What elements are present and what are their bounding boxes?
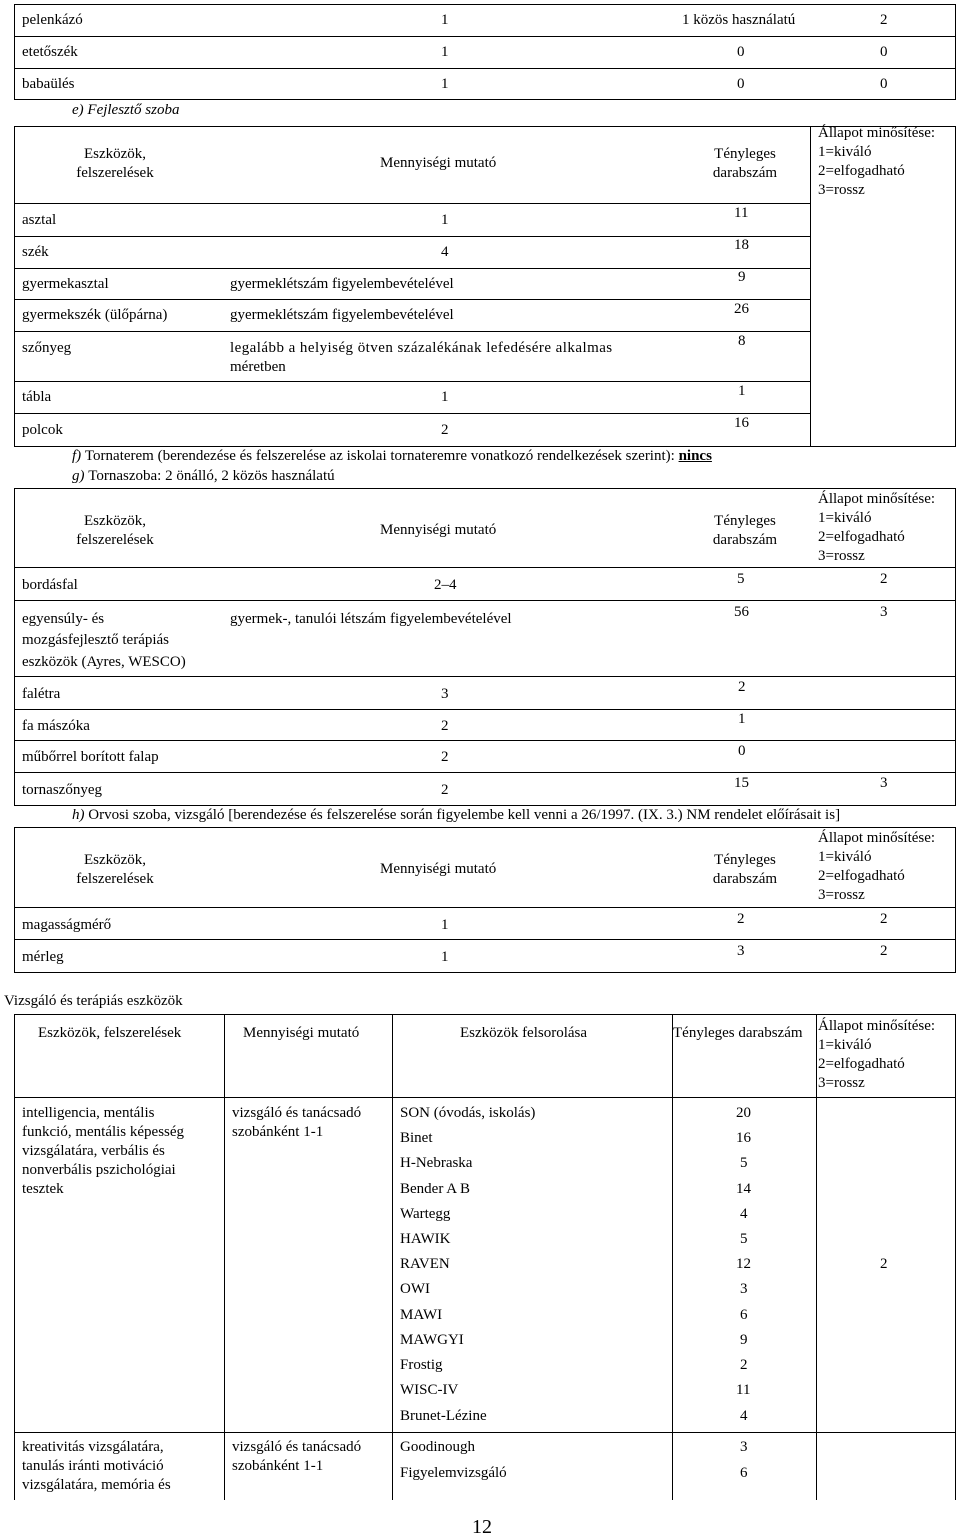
section-e-title: e) Fejlesztő szoba <box>72 102 180 118</box>
list-item-count: 6 <box>740 1307 748 1323</box>
section-h-line <box>72 806 840 825</box>
table-row-name: polcok <box>22 422 63 438</box>
table-row-qty: 1 <box>441 212 449 228</box>
col-header-tenyleges: Tényleges <box>714 146 776 162</box>
table-row-qty: 1 <box>441 76 449 92</box>
table-row-name: eszközök (Ayres, WESCO) <box>22 654 186 670</box>
table-row-name: szőnyeg <box>22 340 72 356</box>
list-item-count: 3 <box>740 1281 748 1297</box>
vizsgalo-header-col4: Tényleges darabszám <box>673 1025 803 1041</box>
list-item-count: 4 <box>740 1206 748 1222</box>
table-row-qty: 2 <box>441 422 449 438</box>
table-row-name: szék <box>22 244 49 260</box>
group-name: tesztek <box>22 1181 64 1197</box>
page-number: 12 <box>472 1516 492 1538</box>
section-h-label: h) <box>72 807 89 823</box>
list-item-name: SON (óvodás, iskolás) <box>400 1105 536 1121</box>
table-row-qty: 2 <box>441 782 449 798</box>
table-row-qty: 2–4 <box>434 577 457 593</box>
col-header-allapot: 3=rossz <box>818 182 865 198</box>
col-header-allapot: 2=elfogadható <box>818 529 905 545</box>
col-header-eszkozok: Eszközök, <box>83 852 147 868</box>
table-row-actual: 3 <box>737 943 745 959</box>
table-row-actual: 11 <box>734 205 749 221</box>
table-row-name: gyermekszék (ülőpárna) <box>22 307 168 323</box>
table-row-state: 3 <box>880 775 888 791</box>
col-header-mennyisegi: Mennyiségi mutató <box>380 155 497 171</box>
table-row-name: babaülés <box>22 76 75 92</box>
section-f-value: nincs <box>678 448 712 464</box>
list-item-count: 11 <box>736 1382 751 1398</box>
col-header-allapot: 2=elfogadható <box>818 163 905 179</box>
vizsgalo-header-col1: Eszközök, felszerelések <box>38 1025 182 1041</box>
col-header-mennyisegi: Mennyiségi mutató <box>380 861 497 877</box>
table-row-qty: gyermek-, tanulói létszám figyelembevételével <box>230 611 512 627</box>
group-name: vizsgálatára, memória és <box>22 1477 171 1493</box>
col-header-allapot: Állapot minősítése: <box>818 125 936 141</box>
table-row-qty: 1 <box>441 12 449 28</box>
section-h-text: Orvosi szoba, vizsgáló [berendezése és felszerelése során figyelembe kell venni a 26/1997. (IX. 3.) NM rendelet előírásait is] <box>88 807 841 823</box>
vizsgalo-title: Vizsgáló és terápiás eszközök <box>4 993 183 1009</box>
table-row-name: pelenkázó <box>22 12 83 28</box>
table-row-state: 2 <box>880 943 888 959</box>
col-header-allapot: 1=kiváló <box>818 849 872 865</box>
table-row-actual: 56 <box>734 604 749 620</box>
col-header-allapot: 2=elfogadható <box>818 1056 905 1072</box>
list-item-count: 5 <box>740 1231 748 1247</box>
list-item-count: 5 <box>740 1155 748 1171</box>
table-row-actual: 9 <box>738 269 746 285</box>
table-row-actual: 5 <box>737 571 745 587</box>
group-name: nonverbális pszichológiai <box>22 1162 176 1178</box>
section-f-label: f) <box>72 448 85 464</box>
table-row-name: mozgásfejlesztő terápiás <box>22 632 170 648</box>
list-item-name: Bender A B <box>400 1181 470 1197</box>
table-row-actual: 18 <box>734 237 749 253</box>
table-row-state: 2 <box>880 12 888 28</box>
table-row-actual: 0 <box>738 743 746 759</box>
table-row-actual: 16 <box>734 415 749 431</box>
list-item-name: OWI <box>400 1281 430 1297</box>
list-item-name: Frostig <box>400 1357 443 1373</box>
list-item-count: 16 <box>736 1130 751 1146</box>
list-item-count: 4 <box>740 1408 748 1424</box>
group-qty: vizsgáló és tanácsadó <box>232 1105 362 1121</box>
section-f-line <box>72 447 712 466</box>
table-row-name: műbőrrel borított falap <box>22 749 159 765</box>
vizsgalo-header-col2: Mennyiségi mutató <box>243 1025 360 1041</box>
list-item-count: 9 <box>740 1332 748 1348</box>
table-row-state: 0 <box>880 76 888 92</box>
table-row-state: 2 <box>880 911 888 927</box>
list-item-count: 2 <box>740 1357 748 1373</box>
group-qty: szobánként 1-1 <box>232 1124 324 1140</box>
table-row-name: gyermekasztal <box>22 276 109 292</box>
col-header-tenyleges: darabszám <box>712 165 778 181</box>
table-row-state: 0 <box>880 44 888 60</box>
table-row-name: etetőszék <box>22 44 78 60</box>
list-item-name: HAWIK <box>400 1231 451 1247</box>
table-row-actual: 1 <box>738 383 746 399</box>
table-row-name: asztal <box>22 212 57 228</box>
table-row-qty: 4 <box>441 244 449 260</box>
section-g-label: g) <box>72 468 89 484</box>
table-row-qty: 1 <box>441 949 449 965</box>
table-row-qty: legalább a helyiség ötven százalékának lefedésére alkalmas <box>230 340 613 356</box>
list-item-name: H-Nebraska <box>400 1155 473 1171</box>
table-row-name: falétra <box>22 686 61 702</box>
list-item-name: MAWI <box>400 1307 443 1323</box>
col-header-mennyisegi: Mennyiségi mutató <box>380 522 497 538</box>
table-row-actual: 1 <box>738 711 746 727</box>
table-row-actual: 15 <box>734 775 749 791</box>
table-row-qty: 1 <box>441 917 449 933</box>
list-item-name: MAWGYI <box>400 1332 464 1348</box>
list-item-name: Figyelemvizsgáló <box>400 1465 507 1481</box>
group-name: intelligencia, mentális <box>22 1105 155 1121</box>
section-g-line <box>72 467 335 486</box>
table-row-name: mérleg <box>22 949 64 965</box>
list-item-count: 12 <box>736 1256 751 1272</box>
list-item-name: Brunet-Lézine <box>400 1408 487 1424</box>
table-row-qty: méretben <box>230 359 286 375</box>
col-header-tenyleges: darabszám <box>712 871 778 887</box>
col-header-allapot: 3=rossz <box>818 887 865 903</box>
section-g-text: Tornaszoba: 2 önálló, 2 közös használatú <box>88 468 335 484</box>
group-state: 2 <box>880 1256 888 1272</box>
group-name: funkció, mentális képesség <box>22 1124 185 1140</box>
table-row-qty: gyermeklétszám figyelembevételével <box>230 307 454 323</box>
list-item-name: Binet <box>400 1130 433 1146</box>
col-header-allapot: 3=rossz <box>818 1075 865 1091</box>
group-qty: szobánként 1-1 <box>232 1458 324 1474</box>
col-header-eszkozok: felszerelések <box>76 165 154 181</box>
col-header-allapot: 3=rossz <box>818 548 865 564</box>
list-item-name: RAVEN <box>400 1256 450 1272</box>
table-row-name: tábla <box>22 389 52 405</box>
table-row-qty: 2 <box>441 718 449 734</box>
table-row-actual: 0 <box>737 44 745 60</box>
vizsgalo-header-col3: Eszközök felsorolása <box>460 1025 588 1041</box>
table-row-state: 2 <box>880 571 888 587</box>
table-row-qty: 1 <box>441 44 449 60</box>
col-header-allapot: 2=elfogadható <box>818 868 905 884</box>
table-row-qty: 3 <box>441 686 449 702</box>
table-row-actual: 0 <box>737 76 745 92</box>
table-row-name: magasságmérő <box>22 917 112 933</box>
group-qty: vizsgáló és tanácsadó <box>232 1439 362 1455</box>
col-header-eszkozok: felszerelések <box>76 532 154 548</box>
table-row-actual: 8 <box>738 333 746 349</box>
list-item-name: Goodinough <box>400 1439 475 1455</box>
table-row-actual: 1 közös használatú <box>682 12 796 28</box>
col-header-tenyleges: Tényleges <box>714 852 776 868</box>
table-row-name: egyensúly- és <box>22 611 105 627</box>
col-header-eszkozok: felszerelések <box>76 871 154 887</box>
table-row-qty: 1 <box>441 389 449 405</box>
col-header-tenyleges: darabszám <box>712 532 778 548</box>
table-row-actual: 26 <box>734 301 749 317</box>
table-row-name: bordásfal <box>22 577 78 593</box>
col-header-allapot: 1=kiváló <box>818 510 872 526</box>
list-item-count: 14 <box>736 1181 751 1197</box>
list-item-name: Wartegg <box>400 1206 451 1222</box>
table-row-state: 3 <box>880 604 888 620</box>
col-header-eszkozok: Eszközök, <box>83 513 147 529</box>
table-row-qty: 2 <box>441 749 449 765</box>
section-f-text: Tornaterem (berendezése és felszerelése az iskolai tornateremre vonatkozó rendelkezések szerint): <box>84 448 679 464</box>
col-header-allapot: 1=kiváló <box>818 1037 872 1053</box>
col-header-allapot: Állapot minősítése: <box>818 1018 936 1034</box>
list-item-count: 3 <box>740 1439 748 1455</box>
group-name: tanulás iránti motiváció <box>22 1458 164 1474</box>
table-row-name: tornaszőnyeg <box>22 782 102 798</box>
list-item-count: 6 <box>740 1465 748 1481</box>
group-name: kreativitás vizsgálatára, <box>22 1439 164 1455</box>
col-header-tenyleges: Tényleges <box>714 513 776 529</box>
table-row-actual: 2 <box>738 679 746 695</box>
group-name: vizsgálatára, verbális és <box>22 1143 165 1159</box>
col-header-allapot: Állapot minősítése: <box>818 830 936 846</box>
list-item-name: WISC-IV <box>400 1382 459 1398</box>
table-row-qty: gyermeklétszám figyelembevételével <box>230 276 454 292</box>
col-header-eszkozok: Eszközök, <box>83 146 147 162</box>
list-item-count: 20 <box>736 1105 751 1121</box>
table-row-actual: 2 <box>737 911 745 927</box>
col-header-allapot: 1=kiváló <box>818 144 872 160</box>
table-row-name: fa mászóka <box>22 718 90 734</box>
col-header-allapot: Állapot minősítése: <box>818 491 936 507</box>
